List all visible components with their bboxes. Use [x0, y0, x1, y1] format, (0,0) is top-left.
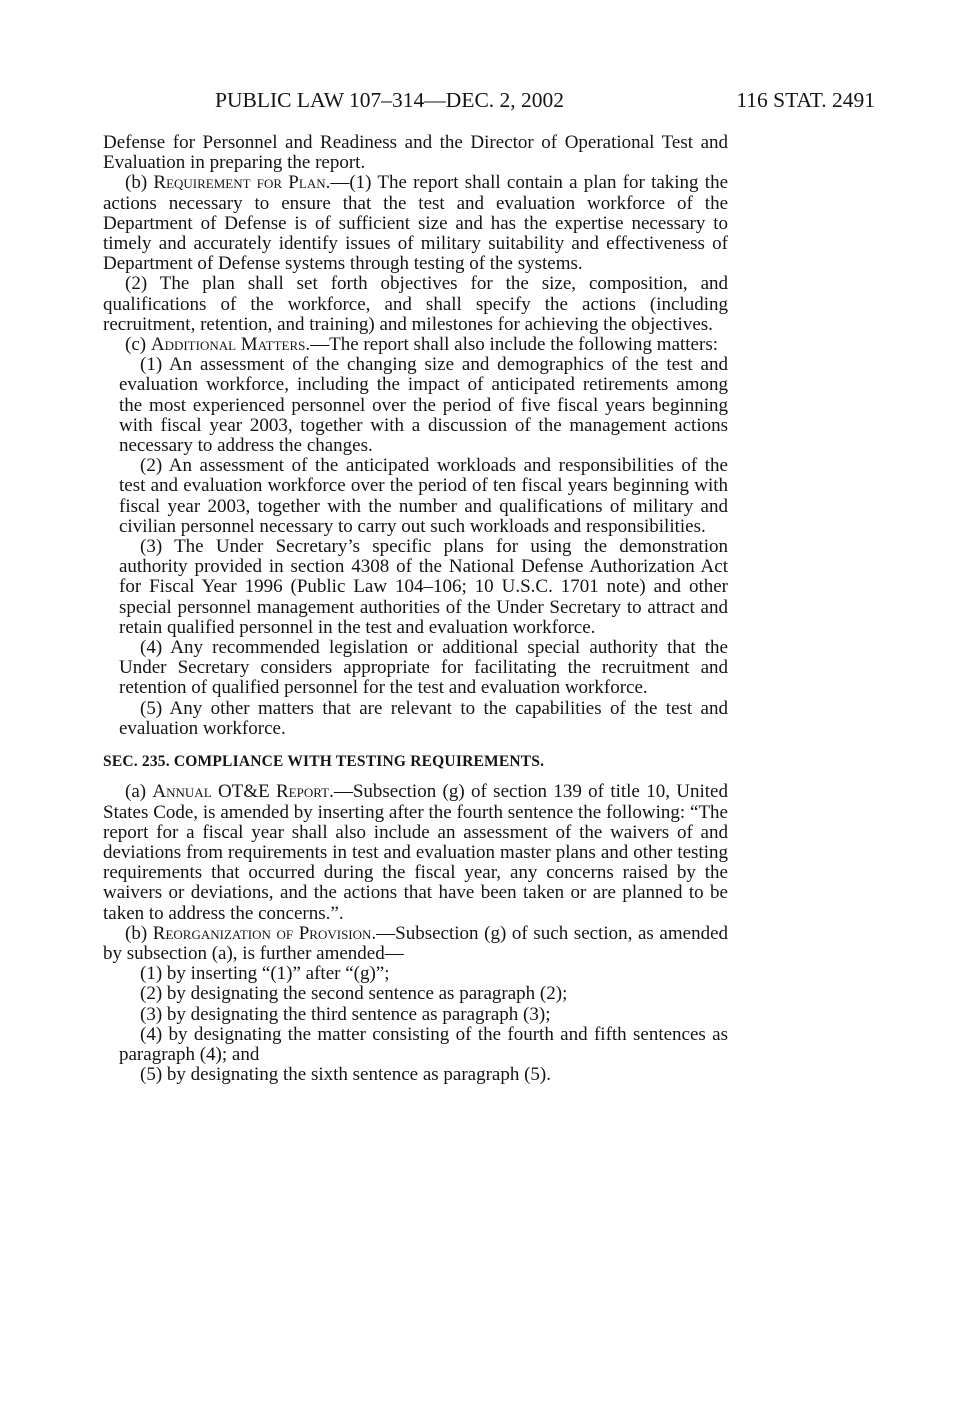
subsection-label: (c) — [125, 334, 151, 356]
subsection-text: .—The report shall also include the following matters: — [305, 334, 718, 356]
subsection-c — [103, 335, 728, 355]
subsection-heading: Reorganization of Provision — [152, 922, 372, 944]
subsection-label: (b) — [125, 172, 154, 194]
paragraph-c1: (1) An assessment of the changing size and demographics of the test and evaluation workforce, including the impact of anticipated retirements among the most experienced personnel over the period of five fiscal years beginning with fiscal year 2003, together with a discussion of the management actions necessary to address the changes. — [119, 354, 728, 457]
subsection-heading: Annual OT&E Report — [152, 781, 330, 803]
statute-page-number: 116 STAT. 2491 — [736, 88, 875, 112]
paragraph-sb2: (2) by designating the second sentence as paragraph (2); — [140, 983, 568, 1005]
running-header — [215, 83, 875, 117]
continued-paragraph: Defense for Personnel and Readiness and the Director of Operational Test and Evaluation in preparing the report. — [103, 132, 728, 174]
subsection-b — [103, 173, 728, 274]
body-text — [103, 133, 728, 1085]
subsection-heading: Additional Matters — [150, 334, 306, 356]
paragraph-c2: (2) An assessment of the anticipated workloads and responsibilities of the test and evaluation workforce over the period of ten fiscal years beginning with fiscal year 2003, together with the number and qualifications of military and civilian personnel necessary to carry out such workloads and responsibilities. — [119, 455, 728, 537]
paragraph-sb3: (3) by designating the third sentence as paragraph (3); — [140, 1003, 551, 1025]
paragraph-c5: (5) Any other matters that are relevant to the capabilities of the test and evaluation workforce. — [119, 697, 728, 739]
section-heading: SEC. 235. COMPLIANCE WITH TESTING REQUIREMENTS. — [103, 753, 545, 771]
paragraph-sb5: (5) by designating the sixth sentence as paragraph (5). — [140, 1064, 552, 1086]
subsection-text: .—(1) The report shall contain a plan for taking the actions necessary to ensure that the test and evaluation workforce of the Department of Defense is of sufficient size and has the expertise necessary to timely and accurately identify issues of military suitability and effectiveness of Department of Defense systems through testing of the systems. — [103, 172, 729, 275]
subsection-text: .—Subsection (g) of such section, as amended by subsection (a), is further amended— — [103, 922, 728, 964]
paragraph-c3: (3) The Under Secretary’s specific plans for using the demonstration authority provided in section 4308 of the National Defense Authorization Act for Fiscal Year 1996 (Public Law 104–106; 10 U.S.C. 1701 note) and other special personnel management authorities of the Under Secretary to attract and retain qualified personnel in the test and evaluation workforce. — [119, 536, 728, 638]
paragraph-b2: (2) The plan shall set forth objectives for the size, composition, and qualifications of the workforce, and shall specify the actions (including recruitment, retention, and training) and milestones for achieving the objectives. — [103, 273, 728, 335]
subsection-heading: Requirement for Plan — [153, 172, 326, 194]
paragraph-c4: (4) Any recommended legislation or additional special authority that the Under Secretary considers appropriate for facilitating the recruitment and retention of qualified personnel for the test and evaluation workforce. — [119, 637, 728, 699]
subsection-label: (b) — [125, 922, 153, 944]
paragraph-sb4: (4) by designating the matter consisting of the fourth and fifth sentences as paragraph (4); and — [119, 1023, 728, 1065]
section-235-subsection-b — [103, 924, 728, 964]
public-law-citation: PUBLIC LAW 107–314—DEC. 2, 2002 — [215, 88, 565, 112]
section-235-subsection-a — [103, 782, 728, 923]
paragraph-sb1: (1) by inserting “(1)” after “(g)”; — [140, 963, 390, 985]
subsection-text: .—Subsection (g) of section 139 of title 10, United States Code, is amended by inserting after the fourth sentence the following: “The report for a fiscal year shall also include an assessment of the waivers of and deviations from requirements in test and evaluation master plans and other testing requirements that occurred during the fiscal year, any concerns raised by the waivers or deviations, and the actions that have been taken or are planned to be taken to address the concerns.”. — [103, 781, 728, 924]
subsection-label: (a) — [125, 781, 153, 803]
